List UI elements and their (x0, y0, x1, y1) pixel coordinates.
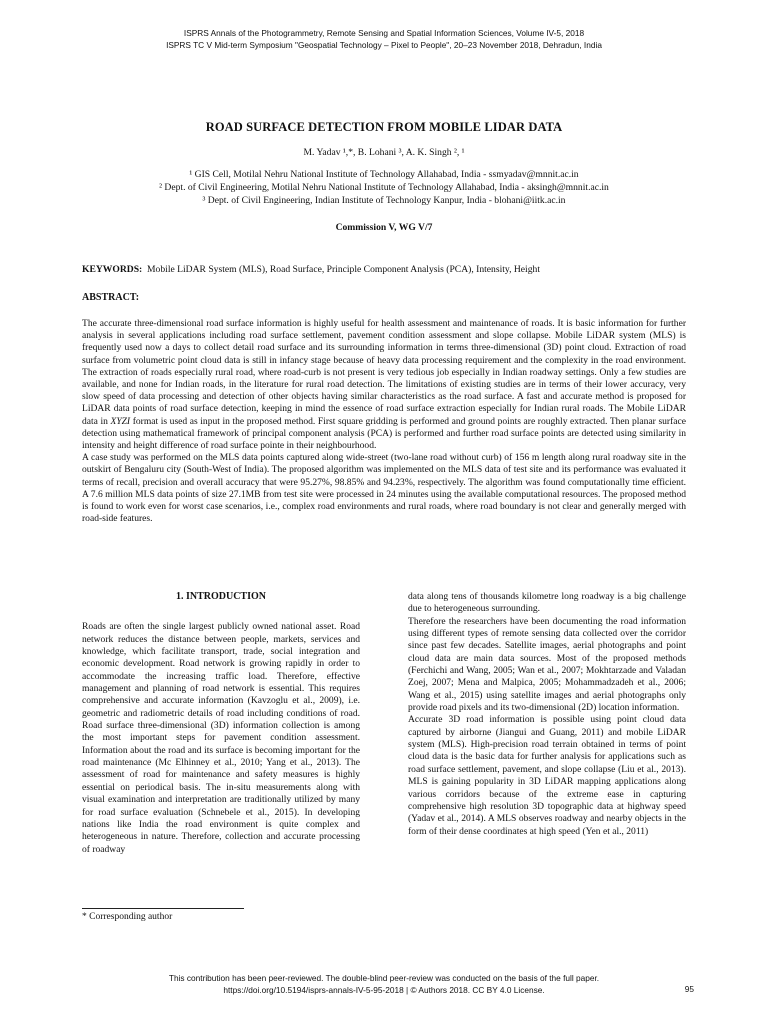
author-list: M. Yadav ¹,*, B. Lohani ³, A. K. Singh ², ¹ (303, 147, 465, 158)
intro-paragraph-right-2: Therefore the researchers have been documenting the road information using different types of remote sensing data collected over the corridor since past few decades. Satellite images, aerial photographs and point cloud data are main data sources. Most of the proposed methods (Ferchichi and Wang, 2005; Wan et al., 2007; Mokhtarzade and Valadan Zoej, 2007; Mena and Malpica, 2005; Mohammadzadeh et al., 2006; Wang et al., 2015) using satellite images and aerial photographs only provide road pixels and its two-dimensional (2D) location information. (408, 615, 686, 714)
intro-paragraph-left: Roads are often the single largest publicly owned national asset. Road network reduces the distance between people, markets, services and knowledge, which facilitate transport, trade, social integration and economic development. Road network is growing rapidly in order to accommodate the increasing traffic load. Therefore, effective management and planning of road network is essential. This requires comprehensive and accurate information (Kavzoglu et al., 2009), i.e. geometric and radiometric details of road including conditions of road. Road surface three-dimensional (3D) information collection is among the most important steps for pavement condition assessment. Information about the road and its surface is becoming important for the road maintenance (Mc Elhinney et al., 2010; Yang et al., 2013). The assessment of road for maintenance and safety measures is highly essential on periodical basis. The in-situ measurements along with visual examination and interpretation are traditionally utilized by many for road surface evaluation (Schnebele et al., 2015). In developing nations like India the road environment is quite complex and heterogeneous in nature. Therefore, collection and accurate processing of roadway (82, 621, 360, 855)
abstract-paragraph-2: A case study was performed on the MLS data points captured along wide-street (two-lane road without curb) of 156 m length along rural roadway site in the outskirt of Bengaluru city (South-West of India). The proposed algorithm was implemented on the MLS data of test site and its performance was evaluated it terms of recall, precision and overall accuracy that were 95.27%, 98.85% and 94.23%, respectively. The algorithm was found computationally time efficient. A 7.6 million MLS data points of size 27.1MB from test site were processed in 24 minutes using the available computational resources. The proposed method is found to work even for worst case scenarios, i.e., complex road environments and rural roads, where road boundary is not clear and generally merged with road-side features. (82, 452, 686, 525)
footnote-corresponding-author: * Corresponding author (82, 912, 173, 922)
abstract-heading: ABSTRACT: (82, 292, 140, 303)
footer-review-note: This contribution has been peer-reviewed. The double-blind peer-review was conducted on the basis of the full paper. (168, 973, 600, 983)
affiliation-1: ¹ GIS Cell, Motilal Nehru National Institute of Technology Allahabad, India - ssmyadav@mnnit.ac.in (189, 169, 579, 180)
footer-doi-license[interactable]: https://doi.org/10.5194/isprs-annals-IV-5-95-2018 | © Authors 2018. CC BY 4.0 License. (223, 985, 545, 995)
abstract-p1-italic: XYZI (110, 415, 131, 427)
commission-line: Commission V, WG V/7 (335, 222, 433, 233)
right-column (408, 591, 686, 838)
keywords-block (82, 264, 692, 275)
intro-paragraph-right-3: Accurate 3D road information is possible using point cloud data captured by airborne (Jiangui and Guang, 2011) and mobile LiDAR system (MLS). High-precision road terrain obtained in terms of point cloud data is the basic data for further analysis for applications such as road surface settlement, pavement, and slope collapse (Liu et al., 2013). MLS is gaining popularity in 3D LiDAR mapping applications along various corridors because of the extreme ease in capturing comprehensive high resolution 3D topographic data at highway speed (Yadav et al., 2014). A MLS observes roadway and nearby objects in the form of their dense coordinates at high speed (Yen et al., 2011) (408, 714, 686, 837)
journal-header-line1: ISPRS Annals of the Photogrammetry, Remote Sensing and Spatial Information Sciences, Volume IV-5, 2018 (183, 28, 585, 38)
left-column (82, 591, 360, 856)
affiliation-3: ³ Dept. of Civil Engineering, Indian Institute of Technology Kanpur, India - blohani@iitk.ac.in (202, 195, 566, 206)
keywords-label: KEYWORDS: (82, 264, 143, 275)
abstract-p1-part-a: The accurate three-dimensional road surface information is highly useful for health assessment and maintenance of roads. It is basic information for further analysis in several applications including road surface settlement, pavement condition assessment and slope collapse. Mobile LiDAR system (MLS) is frequently used now a days to collect detail road surface and its surrounding information in terms three-dimensional (3D) point cloud. Extraction of road surface from volumetric point cloud data is still in infancy stage because of heavy data processing requirement and the complexity in the road environment. The extraction of roads especially rural road, where road-curb is not present is very tedious job especially in Indian roadway settings. Only a few studies are available, and none for Indian roads, in the literature for rural road detection. The limitations of existing studies are in terms of their lower accuracy, very slow speed of data processing and detection of other objects having similar characteristics as the road surface. A fast and accurate method is proposed for LiDAR data points of road surface detection, keeping in mind the essence of road surface extraction especially for Indian rural roads. The Mobile LiDAR data in (82, 318, 686, 427)
intro-paragraph-right-1: data along tens of thousands kilometre long roadway is a big challenge due to heterogeneous surrounding. (408, 591, 686, 615)
paper-title: ROAD SURFACE DETECTION FROM MOBILE LIDAR DATA (205, 120, 563, 134)
section-heading-introduction: 1. INTRODUCTION (175, 591, 266, 602)
affiliation-2: ² Dept. of Civil Engineering, Motilal Nehru National Institute of Technology Allahabad, India - aksingh@mnnit.ac.in (159, 182, 609, 193)
abstract-p1-part-b: format is used as input in the proposed method. First square gridding is performed and ground points are roughly extracted. Then planar surface detection using mathematical framework of principal component analysis (PCA) is performed and further road surface points are detected using similarity in intensity and height difference of road surface pointe in their neighbourhood. (82, 415, 686, 452)
abstract-body (82, 318, 686, 525)
footnote-divider (82, 908, 244, 909)
abstract-paragraph-1 (82, 318, 686, 452)
journal-header-line2: ISPRS TC V Mid-term Symposium "Geospatial Technology – Pixel to People", 20–23 November 2018, Dehradun, India (166, 40, 602, 50)
keywords-text: Mobile LiDAR System (MLS), Road Surface, Principle Component Analysis (PCA), Intensity, Height (147, 264, 540, 275)
page-number: 95 (684, 984, 694, 994)
